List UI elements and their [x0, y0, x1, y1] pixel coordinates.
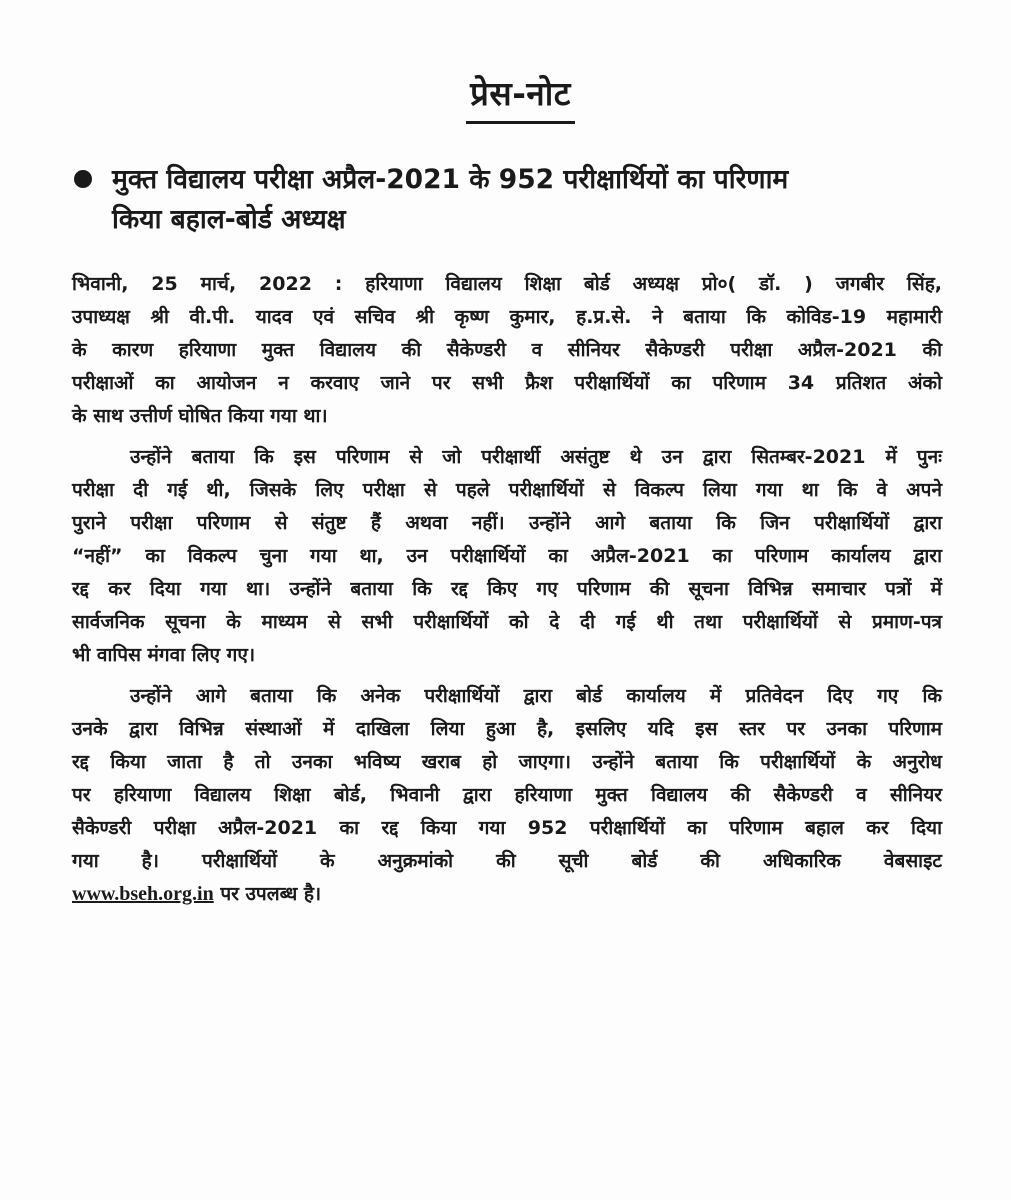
paragraph-line: पुराने परीक्षा परिणाम से संतुष्ट हैं अथवा नहीं। उन्होंने आगे बताया कि जिन परीक्षार्थियों द्वारा	[72, 512, 942, 534]
paragraph-3	[72, 680, 942, 911]
paragraph-line: सार्वजनिक सूचना के माध्यम से सभी परीक्षार्थियों को दे दी गई थी तथा परीक्षार्थियों से प्रमाण-पत्र	[72, 611, 942, 633]
paragraph-line: गया है। परीक्षार्थियों के अनुक्रमांको की सूची बोर्ड की अधिकारिक वेबसाइट	[72, 850, 942, 872]
paragraph-line: के कारण हरियाणा मुक्त विद्यालय की सैकेण्डरी व सीनियर सैकेण्डरी परीक्षा अप्रैल-2021 की	[72, 339, 942, 361]
paragraph-line: रद्द कर दिया गया था। उन्होंने बताया कि रद्द किए गए परिणाम की सूचना विभिन्न समाचार पत्रों में	[72, 578, 942, 600]
paragraph-line: सैकेण्डरी परीक्षा अप्रैल-2021 का रद्द किया गया 952 परीक्षार्थियों का परिणाम बहाल कर दिया	[72, 817, 942, 839]
paragraph-line: परीक्षाओं का आयोजन न करवाए जाने पर सभी फ्रैश परीक्षार्थियों का परिणाम 34 प्रतिशत अंको	[72, 372, 942, 394]
headline	[74, 160, 934, 240]
paragraph-line: परीक्षा दी गई थी, जिसके लिए परीक्षा से पहले परीक्षार्थियों से विकल्प लिया गया था कि वे अपने	[72, 479, 942, 501]
paragraph-line: भी वापिस मंगवा लिए गए।	[72, 644, 256, 666]
paragraph-2	[72, 441, 942, 672]
press-note-body	[72, 268, 942, 911]
paragraph-line-closing	[72, 878, 942, 911]
paragraph-line: के साथ उत्तीर्ण घोषित किया गया था।	[72, 405, 328, 427]
paragraph-line: रद्द किया जाता है तो उनका भविष्य खराब हो जाएगा। उन्होंने बताया कि परीक्षार्थियों के अनुरोध	[72, 751, 942, 773]
paragraph-line: उन्होंने आगे बताया कि अनेक परीक्षार्थियों द्वारा बोर्ड कार्यालय में प्रतिवेदन दिए गए कि	[130, 685, 942, 707]
paragraph-line: “नहीं” का विकल्प चुना गया था, उन परीक्षार्थियों का अप्रैल-2021 का परिणाम कार्यालय द्वारा	[72, 545, 942, 567]
closing-text: पर उपलब्ध है।	[213, 883, 322, 905]
paragraph-line: पर हरियाणा विद्यालय शिक्षा बोर्ड, भिवानी द्वारा हरियाणा मुक्त विद्यालय की सैकेण्डरी व सीनियर	[72, 784, 942, 806]
paragraph-line: भिवानी, 25 मार्च, 2022 : हरियाणा विद्यालय शिक्षा बोर्ड अध्यक्ष प्रो०( डॉ. ) जगबीर सिंह,	[72, 273, 942, 295]
paragraph-line: उनके द्वारा विभिन्न संस्थाओं में दाखिला लिया हुआ है, इसलिए यदि इस स्तर पर उनका परिणाम	[72, 718, 942, 740]
document-title	[0, 70, 1011, 124]
website-link[interactable]: www.bseh.org.in	[72, 883, 214, 905]
paragraph-line: उपाध्यक्ष श्री वी.पी. यादव एवं सचिव श्री कृष्ण कुमार, ह.प्र.से. ने बताया कि कोविड-19 महामारी	[72, 306, 942, 328]
title-text: प्रेस-नोट	[466, 70, 575, 124]
bullet-icon	[74, 170, 92, 188]
headline-line-2: किया बहाल-बोर्ड अध्यक्ष	[112, 204, 346, 235]
paragraph-1	[72, 268, 942, 433]
headline-line-1: मुक्त विद्यालय परीक्षा अप्रैल-2021 के 952 परीक्षार्थियों का परिणाम	[112, 164, 789, 195]
paragraph-line: उन्होंने बताया कि इस परिणाम से जो परीक्षार्थी असंतुष्ट थे उन द्वारा सितम्बर-2021 में पुनः	[130, 446, 942, 468]
